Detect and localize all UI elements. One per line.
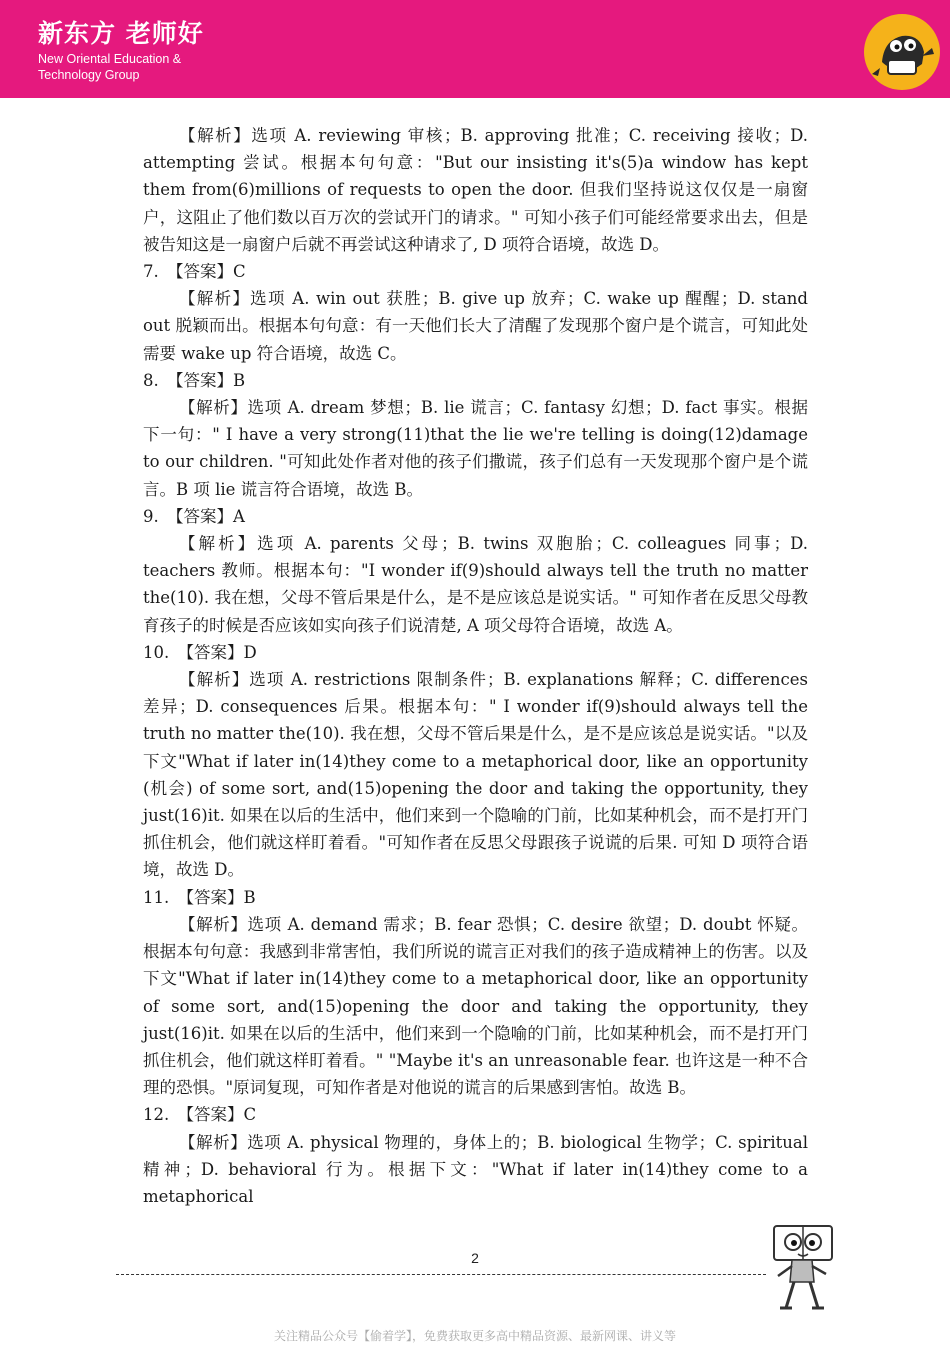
- explanation-10: 【解析】选项 A. restrictions 限制条件；B. explanations 解释；C. differences 差异；D. consequences 后果。根据本句：" I wonder if(9)should always tell the truth no matter the(10). 我在想，父母不管后果是什么，是不是应该总是说实话。"以及下文"What if later in(14)they come to a metaphorical door, like an opportunity (机会) of some sort, and(15)opening the door and taking the opportunity, they just(16)it. 如果在以后的生活中，他们来到一个隐喻的门前，比如某种机会，而不是打开门抓住机会，他们就这样盯着看。"可知作者在反思父母跟孩子说谎的后果. 可知 D 项符合语境，故选 D。: [143, 670, 808, 880]
- page-number: 2: [471, 1250, 479, 1266]
- answer-7: 7. 【答案】C: [143, 262, 246, 282]
- brand-name-chinese: 新东方 老师好: [38, 19, 204, 48]
- footer-notice: 关注精品公众号【偷着学】，免费获取更多高中精品资源、最新网课、讲义等: [273, 1329, 676, 1343]
- brand-en-line1: New Oriental Education &: [38, 52, 182, 66]
- answer-explanations: [143, 122, 808, 1210]
- header-banner: [0, 0, 950, 98]
- explanation-6: 【解析】选项 A. reviewing 审核；B. approving 批准；C. receiving 接收；D. attempting 尝试。根据本句句意："But our insisting it's(5)a window has kept them from(6)millions of requests to open the door. 但我们坚持说这仅仅是一扇窗户，这阻止了他们数以百万次的尝试开门的请求。" 可知小孩子们可能经常要求出去，但是被告知这是一扇窗户后就不再尝试这种请求了, D 项符合语境，故选 D。: [143, 126, 808, 254]
- explanation-7: 【解析】选项 A. win out 获胜；B. give up 放弃；C. wake up 醒醒；D. stand out 脱颖而出。根据本句句意：有一天他们长大了清醒了发现那个窗户是个谎言，可知此处需要 wake up 符合语境，故选 C。: [143, 289, 808, 363]
- explanation-11: 【解析】选项 A. demand 需求；B. fear 恐惧；C. desire 欲望；D. doubt 怀疑。根据本句句意：我感到非常害怕，我们所说的谎言正对我们的孩子造成精神上的伤害。以及下文"What if later in(14)they come to a metaphorical door, like an opportunity of some sort, and(15)opening the door and taking the opportunity, they just(16)it. 如果在以后的生活中，他们来到一个隐喻的门前，比如某种机会，而不是打开门抓住机会，他们就这样盯着看。" "Maybe it's an unreasonable fear. 也许这是一种不合理的恐惧。"原词复现，可知作者是对他说的谎言的后果感到害怕。故选 B。: [143, 914, 808, 1098]
- dashed-divider: [116, 1274, 766, 1275]
- answer-11: 11. 【答案】B: [143, 887, 256, 907]
- explanation-12: 【解析】选项 A. physical 物理的，身体上的；B. biological 生物学；C. spiritual 精神；D. behavioral 行为。根据下文："What if later in(14)they come to a metaphorical: [143, 1132, 808, 1206]
- reading-mascot-icon: [768, 1220, 838, 1315]
- answer-12: 12. 【答案】C: [143, 1105, 257, 1125]
- answer-9: 9. 【答案】A: [143, 506, 245, 526]
- explanation-9: 【解析】选项 A. parents 父母；B. twins 双胞胎；C. colleagues 同事；D. teachers 教师。根据本句："I wonder if(9)should always tell the truth no matter the(10). 我在想，父母不管后果是什么，是不是应该总是说实话。" 可知作者在反思父母教育孩子的时候是否应该如实向孩子们说清楚, A 项父母符合语境，故选 A。: [143, 534, 808, 635]
- brand-name-english: [38, 51, 181, 83]
- explanation-8: 【解析】选项 A. dream 梦想；B. lie 谎言；C. fantasy 幻想；D. fact 事实。根据下一句：" I have a very strong(11)that the lie we're telling is doing(12)damage to our children. "可知此处作者对他的孩子们撒谎，孩子们总有一天发现那个窗户是个谎言。B 项 lie 谎言符合语境，故选 B。: [143, 398, 808, 499]
- answer-8: 8. 【答案】B: [143, 370, 246, 390]
- mascot-logo-icon: [862, 12, 942, 92]
- answer-10: 10. 【答案】D: [143, 642, 257, 662]
- brand-en-line2: Technology Group: [38, 68, 140, 82]
